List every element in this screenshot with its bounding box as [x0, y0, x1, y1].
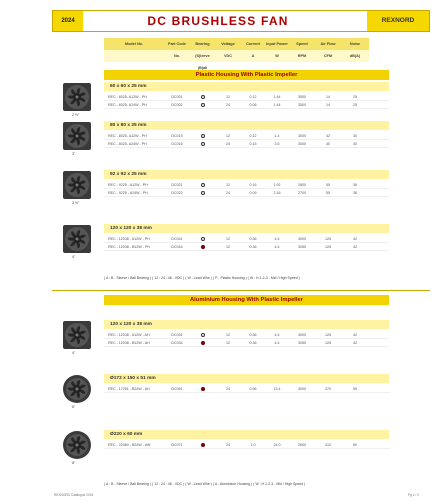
cell-noise: 36	[353, 183, 357, 187]
column-header	[104, 38, 389, 70]
cell-part: DC001	[171, 95, 183, 99]
spec-rows	[104, 441, 389, 449]
bearing-icon	[190, 339, 215, 346]
column-header-cell: Air Flow	[315, 38, 341, 50]
sleeve-bearing-icon	[201, 333, 205, 337]
cell-noise: 25	[353, 95, 357, 99]
table-row	[104, 441, 389, 449]
sleeve-bearing-icon	[201, 95, 205, 99]
bearing-icon	[190, 235, 215, 242]
cell-spd: 2800	[298, 183, 306, 187]
cell-pow: 13.4	[273, 387, 281, 391]
section-banner-plastic: Plastic Housing With Plastic Impeller	[104, 70, 389, 80]
table-row	[104, 243, 389, 251]
spec-rows	[104, 181, 389, 197]
sleeve-bearing-icon	[201, 142, 205, 146]
cell-volt: 24	[226, 387, 230, 391]
table-row	[104, 140, 389, 148]
size-heading: 120 x 120 x 38 mm	[104, 224, 389, 233]
spec-rows	[104, 235, 389, 251]
fan-image	[62, 82, 92, 118]
cell-model: REC - 9225 - A24W - PH	[108, 191, 148, 195]
cell-volt: 12	[226, 237, 230, 241]
cell-air: 125	[325, 341, 331, 345]
column-header-row-1	[104, 38, 389, 50]
cell-air: 40	[326, 142, 330, 146]
cell-air: 125	[325, 333, 331, 337]
footer-right: Pg 1 / 2	[408, 493, 419, 497]
cell-air: 55	[326, 191, 330, 195]
fan-inch-size: 4"	[72, 351, 76, 355]
product-group	[62, 430, 389, 474]
fan-image	[62, 374, 92, 410]
cell-part: DC041	[171, 237, 183, 241]
cell-model: REC - 12038 - A12W - PH	[108, 237, 150, 241]
fan-inch-size: 6"	[72, 405, 76, 409]
bearing-icon	[190, 243, 215, 250]
cell-pow: 4.4	[274, 237, 280, 241]
cell-part: DC022	[171, 191, 183, 195]
cell-cur: 0.12	[249, 95, 257, 99]
cell-volt: 24	[226, 191, 230, 195]
fan-image	[62, 224, 92, 260]
ball-bearing-icon	[201, 341, 205, 345]
cell-spd: 3000	[298, 134, 306, 138]
bearing-icon	[190, 331, 215, 338]
cell-part: DC021	[171, 183, 183, 187]
cell-pow: 3.6	[274, 142, 280, 146]
cell-volt: 12	[226, 341, 230, 345]
table-row	[104, 132, 389, 140]
cell-part: DC002	[171, 103, 183, 107]
cell-air: 14	[326, 95, 330, 99]
size-heading: 92 x 92 x 25 mm	[104, 170, 389, 179]
year-badge: 2024	[53, 11, 83, 31]
sleeve-bearing-icon	[201, 183, 205, 187]
table-row	[104, 93, 389, 101]
size-heading: 80 x 80 x 25 mm	[104, 121, 389, 130]
cell-model: REC - 6025- A24W - PH	[108, 103, 147, 107]
cell-pow: 4.4	[274, 245, 280, 249]
cell-model: REC - 12038 - A12W - AH	[108, 333, 150, 337]
bearing-icon	[190, 441, 215, 448]
column-header-cell: CFM	[315, 50, 341, 62]
column-header-cell: VDC	[215, 50, 241, 62]
ball-bearing-icon	[201, 245, 205, 249]
column-header-cell: Bearing	[190, 38, 215, 50]
cell-model: REC - 8025- A24W - PH	[108, 142, 147, 146]
bearing-icon	[190, 93, 215, 100]
cell-model: REC - 12038 - B12W - PH	[108, 245, 150, 249]
cell-pow: 1.44	[273, 103, 281, 107]
cell-spd: 3500	[298, 95, 306, 99]
column-header-cell: A	[241, 50, 265, 62]
product-group	[62, 320, 389, 364]
legend-note-1: ( A : B - Sleeve / Ball Bearing ) ( 12 : 24 : 48 - VDC ) ( W - Lead Wire ) ( P - Plastic Housing ) ( W : H 1-2-3 - Mid / High Speed )	[104, 276, 300, 280]
page-header	[52, 10, 430, 32]
column-header-cell: Part Code	[164, 38, 190, 50]
size-heading: Ø172 x 150 x 51 mm	[104, 374, 389, 383]
cell-cur: 0.12	[249, 134, 257, 138]
cell-air: 14	[326, 103, 330, 107]
cell-pow: 4.4	[274, 333, 280, 337]
sleeve-bearing-icon	[201, 134, 205, 138]
brand-logo: REXNORD	[367, 11, 429, 31]
cell-pow: 4.4	[274, 341, 280, 345]
size-heading: 120 x 120 x 38 mm	[104, 320, 389, 329]
cell-pow: 1.44	[273, 95, 281, 99]
cell-noise: 25	[353, 103, 357, 107]
fan-image	[62, 320, 92, 356]
cell-part: DC015	[171, 134, 183, 138]
product-group	[62, 121, 389, 165]
cell-air: 55	[326, 183, 330, 187]
column-header-cell: (S)leeve (B)all	[190, 50, 215, 62]
fan-inch-size: 8"	[72, 461, 76, 465]
cell-volt: 12	[226, 134, 230, 138]
cell-noise: 42	[353, 333, 357, 337]
spec-rows	[104, 385, 389, 393]
divider	[52, 290, 430, 291]
bearing-icon	[190, 385, 215, 392]
cell-air: 125	[325, 245, 331, 249]
cell-volt: 24	[226, 103, 230, 107]
bearing-icon	[190, 181, 215, 188]
fan-inch-size: 2 ½"	[72, 113, 80, 117]
cell-noise: 42	[353, 237, 357, 241]
cell-volt: 12	[226, 245, 230, 249]
table-row	[104, 181, 389, 189]
cell-spd: 3000	[298, 387, 306, 391]
cell-pow: 1.4	[274, 134, 280, 138]
size-heading: 60 x 60 x 25 mm	[104, 82, 389, 91]
fan-image	[62, 121, 92, 157]
fan-image	[62, 170, 92, 206]
size-heading: Ø220 x 60 mm	[104, 430, 389, 439]
cell-spd: 2600	[298, 443, 306, 447]
page-title: DC BRUSHLESS FAN	[147, 14, 289, 28]
cell-pow: 24.0	[273, 443, 281, 447]
cell-volt: 12	[226, 95, 230, 99]
cell-volt: 12	[226, 333, 230, 337]
cell-part: DC031	[171, 333, 183, 337]
cell-spd: 3000	[298, 142, 306, 146]
cell-noise: 30	[353, 134, 357, 138]
cell-volt: 12	[226, 183, 230, 187]
column-header-row-2	[104, 50, 389, 70]
cell-spd: 3050	[298, 341, 306, 345]
column-header-cell: No.	[164, 50, 190, 62]
table-row	[104, 189, 389, 197]
fan-inch-size: 3"	[72, 152, 76, 156]
table-row	[104, 101, 389, 109]
footer-left: REXNORD Catalogue 2024	[54, 493, 94, 497]
column-header-cell: Model No.	[104, 38, 164, 50]
cell-air: 370	[325, 387, 331, 391]
cell-air: 410	[325, 443, 331, 447]
column-header-cell: Input Power	[265, 38, 289, 50]
cell-part: DC071	[171, 443, 183, 447]
cell-volt: 24	[226, 142, 230, 146]
cell-cur: 1.0	[250, 443, 256, 447]
cell-noise: 55	[353, 387, 357, 391]
cell-model: REC - 8025- A12W - PH	[108, 134, 147, 138]
cell-part: DC044	[171, 245, 183, 249]
ball-bearing-icon	[201, 443, 205, 447]
cell-spd: 3500	[298, 103, 306, 107]
product-group	[62, 224, 389, 268]
product-group	[62, 374, 389, 418]
cell-spd: 3050	[298, 245, 306, 249]
cell-part: DC034	[171, 341, 183, 345]
column-header-cell	[104, 50, 164, 62]
cell-model: REC - 9225 - A12W - PH	[108, 183, 148, 187]
bearing-icon	[190, 189, 215, 196]
cell-model: REC - 22060 - B24W - AW	[108, 443, 151, 447]
cell-noise: 60	[353, 443, 357, 447]
product-group	[62, 82, 389, 126]
cell-part: DC016	[171, 142, 183, 146]
section-banner-aluminium: Aluminium Housing With Plastic Impeller	[104, 295, 389, 305]
cell-cur: 0.36	[249, 237, 257, 241]
sleeve-bearing-icon	[201, 237, 205, 241]
cell-noise: 42	[353, 245, 357, 249]
fan-image	[62, 430, 92, 466]
column-header-cell: RPM	[289, 50, 315, 62]
bearing-icon	[190, 132, 215, 139]
column-header-cell: dB(A)	[341, 50, 369, 62]
column-header-cell: Speed	[289, 38, 315, 50]
cell-cur: 0.36	[249, 333, 257, 337]
cell-spd: 3000	[298, 333, 306, 337]
cell-model: REC - 12038 - B12W - AH	[108, 341, 150, 345]
cell-cur: 0.16	[249, 183, 257, 187]
cell-model: REC - 6025- A12W - PH	[108, 95, 147, 99]
table-row	[104, 331, 389, 339]
cell-noise: 30	[353, 142, 357, 146]
spec-rows	[104, 331, 389, 347]
fan-inch-size: 3 ½"	[72, 201, 80, 205]
bearing-icon	[190, 101, 215, 108]
cell-cur: 0.36	[249, 341, 257, 345]
cell-cur: 0.36	[249, 245, 257, 249]
bearing-icon	[190, 140, 215, 147]
table-row	[104, 235, 389, 243]
column-header-cell: Noise	[341, 38, 369, 50]
cell-spd: 2700	[298, 191, 306, 195]
cell-pow: 1.92	[273, 183, 281, 187]
ball-bearing-icon	[201, 387, 205, 391]
column-header-cell: W	[265, 50, 289, 62]
sleeve-bearing-icon	[201, 103, 205, 107]
cell-cur: 0.56	[249, 387, 257, 391]
cell-air: 125	[325, 237, 331, 241]
cell-cur: 0.09	[249, 191, 257, 195]
cell-part: DC051	[171, 387, 183, 391]
table-row	[104, 385, 389, 393]
column-header-cell: Current	[241, 38, 265, 50]
cell-model: REC - 17251 - B24W - AH	[108, 387, 150, 391]
spec-rows	[104, 93, 389, 109]
cell-noise: 42	[353, 341, 357, 345]
cell-noise: 36	[353, 191, 357, 195]
cell-pow: 2.16	[273, 191, 281, 195]
cell-cur: 0.15	[249, 142, 257, 146]
cell-cur: 0.06	[249, 103, 257, 107]
legend-note-2: ( A : B - Sleeve / Ball Bearing ) ( 12 : 24 : 48 - VDC ) ( W - Lead Wire ) ( A - Aluminium Housing ) ( W : H 1-2-3 - Mid / High Speed )	[104, 482, 306, 486]
sleeve-bearing-icon	[201, 191, 205, 195]
spec-rows	[104, 132, 389, 148]
cell-volt: 24	[226, 443, 230, 447]
fan-inch-size: 4"	[72, 255, 76, 259]
table-row	[104, 339, 389, 347]
cell-spd: 3000	[298, 237, 306, 241]
product-group	[62, 170, 389, 214]
column-header-cell: Voltage	[215, 38, 241, 50]
cell-air: 42	[326, 134, 330, 138]
